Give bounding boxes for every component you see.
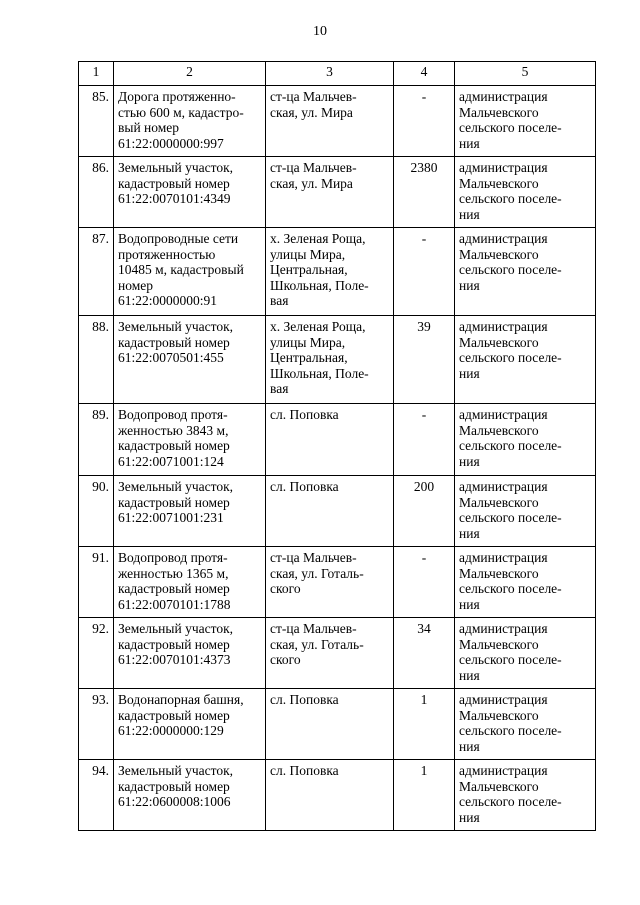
object-area: - (394, 228, 455, 316)
object-holder (455, 404, 596, 476)
object-area: 200 (394, 476, 455, 547)
object-area: 1 (394, 760, 455, 831)
table-row (79, 157, 596, 228)
row-number: 90. (79, 476, 114, 547)
table-row (79, 618, 596, 689)
object-holder (455, 689, 596, 760)
object-area: 39 (394, 316, 455, 404)
table-row (79, 476, 596, 547)
table-row (79, 689, 596, 760)
object-address-text: сл. Поповка (270, 692, 339, 707)
object-holder-text: администрация Мальчевского сельского поселе- ния (459, 763, 562, 825)
object-name-text: Дорога протяженно- стью 600 м, кадастро- вый номер 61:22:0000000:997 (118, 89, 244, 151)
object-address (266, 618, 394, 689)
table-row (79, 86, 596, 157)
object-address (266, 86, 394, 157)
property-registry-table (78, 61, 596, 831)
object-name-text: Земельный участок, кадастровый номер 61:22:0070101:4373 (118, 621, 234, 667)
object-address (266, 157, 394, 228)
row-number: 91. (79, 547, 114, 618)
header-col-3: 3 (266, 62, 394, 86)
object-address (266, 316, 394, 404)
row-number: 92. (79, 618, 114, 689)
object-holder (455, 228, 596, 316)
object-address (266, 547, 394, 618)
object-holder-text: администрация Мальчевского сельского поселе- ния (459, 621, 562, 683)
object-address (266, 228, 394, 316)
object-name-text: Земельный участок, кадастровый номер 61:22:0071001:231 (118, 479, 234, 525)
object-name-text: Земельный участок, кадастровый номер 61:22:0070501:455 (118, 319, 234, 365)
row-number: 85. (79, 86, 114, 157)
object-address-text: ст-ца Мальчев- ская, ул. Готаль- ского (270, 621, 364, 667)
object-area: - (394, 404, 455, 476)
object-holder (455, 86, 596, 157)
table-body (79, 86, 596, 831)
table-header (79, 62, 596, 86)
row-number: 89. (79, 404, 114, 476)
object-address-text: ст-ца Мальчев- ская, ул. Мира (270, 89, 357, 120)
object-name-text: Водонапорная башня, кадастровый номер 61:22:0000000:129 (118, 692, 244, 738)
object-holder (455, 157, 596, 228)
row-number: 87. (79, 228, 114, 316)
object-name (114, 618, 266, 689)
object-address (266, 689, 394, 760)
object-address-text: х. Зеленая Роща, улицы Мира, Центральная, Школьная, Поле- вая (270, 319, 369, 396)
object-name (114, 760, 266, 831)
object-holder (455, 316, 596, 404)
object-name (114, 404, 266, 476)
object-name (114, 547, 266, 618)
object-address (266, 760, 394, 831)
object-name (114, 689, 266, 760)
table-row (79, 547, 596, 618)
object-name-text: Земельный участок, кадастровый номер 61:22:0070101:4349 (118, 160, 234, 206)
object-address-text: сл. Поповка (270, 407, 339, 422)
object-address (266, 476, 394, 547)
table-row (79, 228, 596, 316)
table-row (79, 760, 596, 831)
object-holder (455, 760, 596, 831)
header-col-5: 5 (455, 62, 596, 86)
object-address-text: х. Зеленая Роща, улицы Мира, Центральная, Школьная, Поле- вая (270, 231, 369, 308)
row-number: 86. (79, 157, 114, 228)
object-holder-text: администрация Мальчевского сельского поселе- ния (459, 319, 562, 381)
object-holder-text: администрация Мальчевского сельского поселе- ния (459, 160, 562, 222)
header-col-2: 2 (114, 62, 266, 86)
object-holder-text: администрация Мальчевского сельского поселе- ния (459, 231, 562, 293)
object-holder-text: администрация Мальчевского сельского поселе- ния (459, 550, 562, 612)
object-name-text: Земельный участок, кадастровый номер 61:22:0600008:1006 (118, 763, 234, 809)
table-row (79, 316, 596, 404)
object-area: 1 (394, 689, 455, 760)
object-holder-text: администрация Мальчевского сельского поселе- ния (459, 407, 562, 469)
object-name (114, 228, 266, 316)
object-name-text: Водопроводные сети протяженностью 10485 м, кадастровый номер 61:22:0000000:91 (118, 231, 244, 308)
object-name (114, 476, 266, 547)
object-holder (455, 547, 596, 618)
header-col-1: 1 (79, 62, 114, 86)
object-holder (455, 476, 596, 547)
object-area: - (394, 547, 455, 618)
object-name (114, 157, 266, 228)
object-address (266, 404, 394, 476)
object-area: 34 (394, 618, 455, 689)
object-name-text: Водопровод протя- женностью 3843 м, кадастровый номер 61:22:0071001:124 (118, 407, 230, 469)
object-area: - (394, 86, 455, 157)
table-row (79, 404, 596, 476)
object-holder-text: администрация Мальчевского сельского поселе- ния (459, 479, 562, 541)
object-address-text: ст-ца Мальчев- ская, ул. Готаль- ского (270, 550, 364, 596)
row-number: 94. (79, 760, 114, 831)
row-number: 93. (79, 689, 114, 760)
object-address-text: сл. Поповка (270, 479, 339, 494)
object-holder-text: администрация Мальчевского сельского поселе- ния (459, 692, 562, 754)
row-number: 88. (79, 316, 114, 404)
object-area: 2380 (394, 157, 455, 228)
header-col-4: 4 (394, 62, 455, 86)
object-holder-text: администрация Мальчевского сельского поселе- ния (459, 89, 562, 151)
object-name (114, 86, 266, 157)
header-row (79, 62, 596, 86)
object-address-text: ст-ца Мальчев- ская, ул. Мира (270, 160, 357, 191)
object-holder (455, 618, 596, 689)
object-name (114, 316, 266, 404)
page-number: 10 (313, 24, 327, 39)
object-name-text: Водопровод протя- женностью 1365 м, кадастровый номер 61:22:0070101:1788 (118, 550, 231, 612)
object-address-text: сл. Поповка (270, 763, 339, 778)
